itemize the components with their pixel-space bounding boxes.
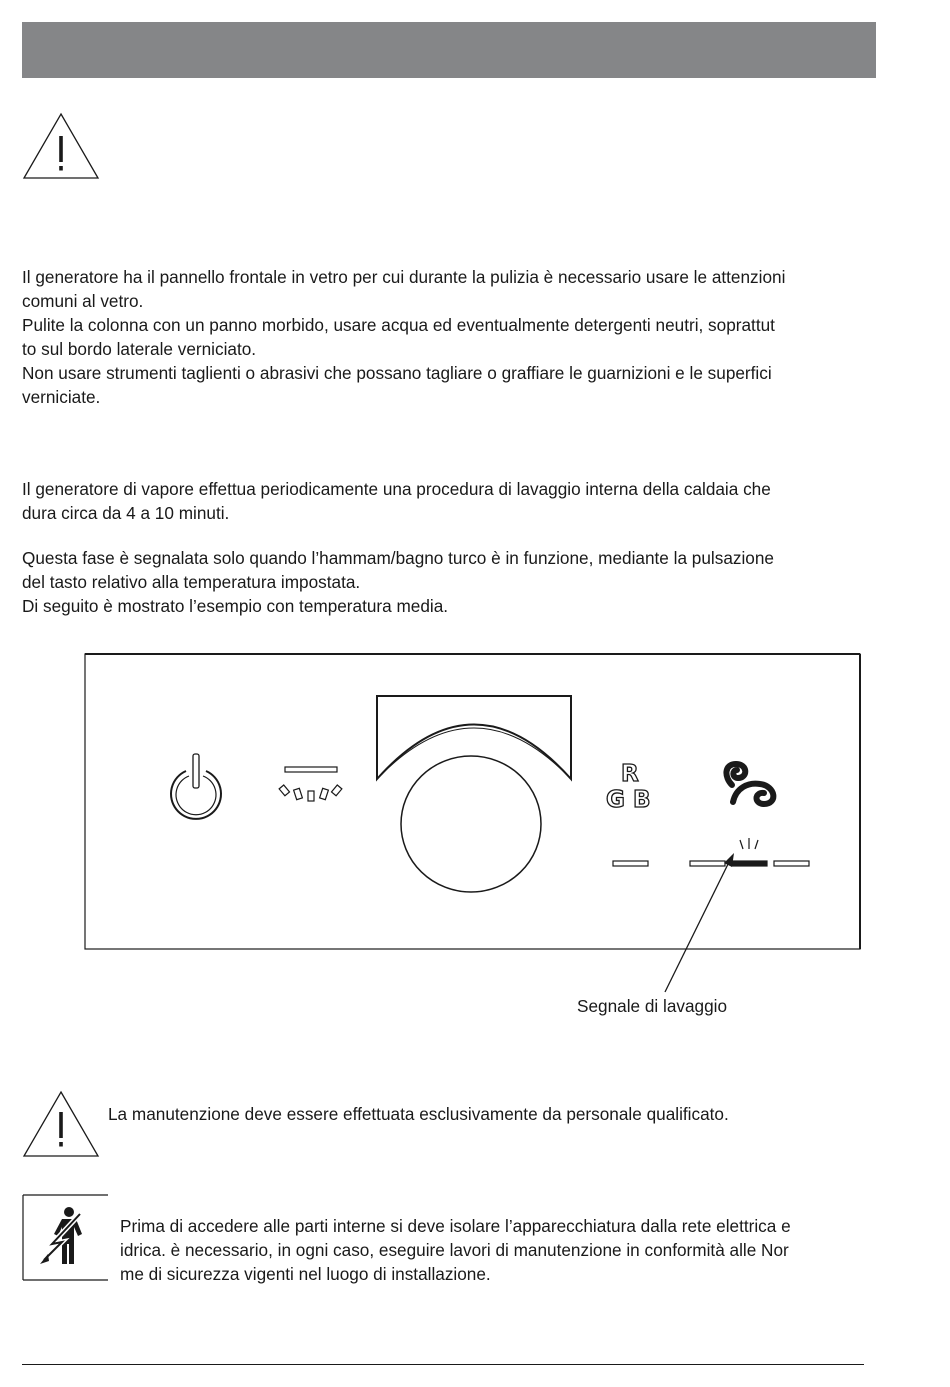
warning-triangle-icon	[22, 112, 100, 180]
section-header-bar	[22, 22, 876, 78]
callout-arrow	[660, 850, 740, 994]
wash-paragraph-intro: Il generatore di vapore effettua periodicamente una procedura di lavaggio interna della caldaia che dura circa da 4 a 10 minuti.	[22, 479, 771, 523]
rgb-indicator	[613, 861, 648, 866]
power-icon	[171, 754, 221, 819]
signal-rays-icon	[740, 838, 758, 849]
temperature-knob	[401, 756, 541, 892]
svg-text:B: B	[633, 787, 651, 813]
maintenance-warning-text: La manutenzione deve essere effettuata esclusivamente da personale qualificato.	[108, 1104, 729, 1124]
light-icon	[279, 767, 342, 801]
temp-indicator-high	[774, 861, 809, 866]
electrical-hazard-icon	[22, 1194, 110, 1282]
control-panel-illustration	[84, 652, 864, 952]
cleaning-paragraph: Il generatore ha il pannello frontale in vetro per cui durante la pulizia è necessario usare le attenzioni comuni al vetro. Pulite la colonna con un panno morbido, usare acqua ed eventualmente detergenti neutri, soprattut to sul bordo laterale verniciato. Non usare strumenti taglienti o abrasivi che possano tagliare o graffiare le guarnizioni e le superfici verniciate.	[22, 267, 786, 407]
footer-rule	[22, 1364, 864, 1365]
svg-text:G: G	[606, 787, 625, 813]
wash-paragraph-signal: Questa fase è segnalata solo quando l’hammam/bagno turco è in funzione, mediante la pulsazione del tasto relativo alla temperatura impostata. Di seguito è mostrato l’esempio con temperatura media.	[22, 548, 774, 616]
steam-icon	[726, 764, 773, 804]
electrical-warning-text: Prima di accedere alle parti interne si deve isolare l’apparecchiatura dalla rete elettrica e idrica. è necessario, in ogni caso, eseguire lavori di manutenzione in conformità alle Nor me di sicurezza vigenti nel luogo di installazione.	[120, 1216, 791, 1284]
warning-triangle-icon	[22, 1090, 100, 1158]
rgb-icon	[606, 761, 651, 813]
svg-text:R: R	[621, 761, 639, 787]
wash-signal-callout: Segnale di lavaggio	[577, 996, 728, 1016]
